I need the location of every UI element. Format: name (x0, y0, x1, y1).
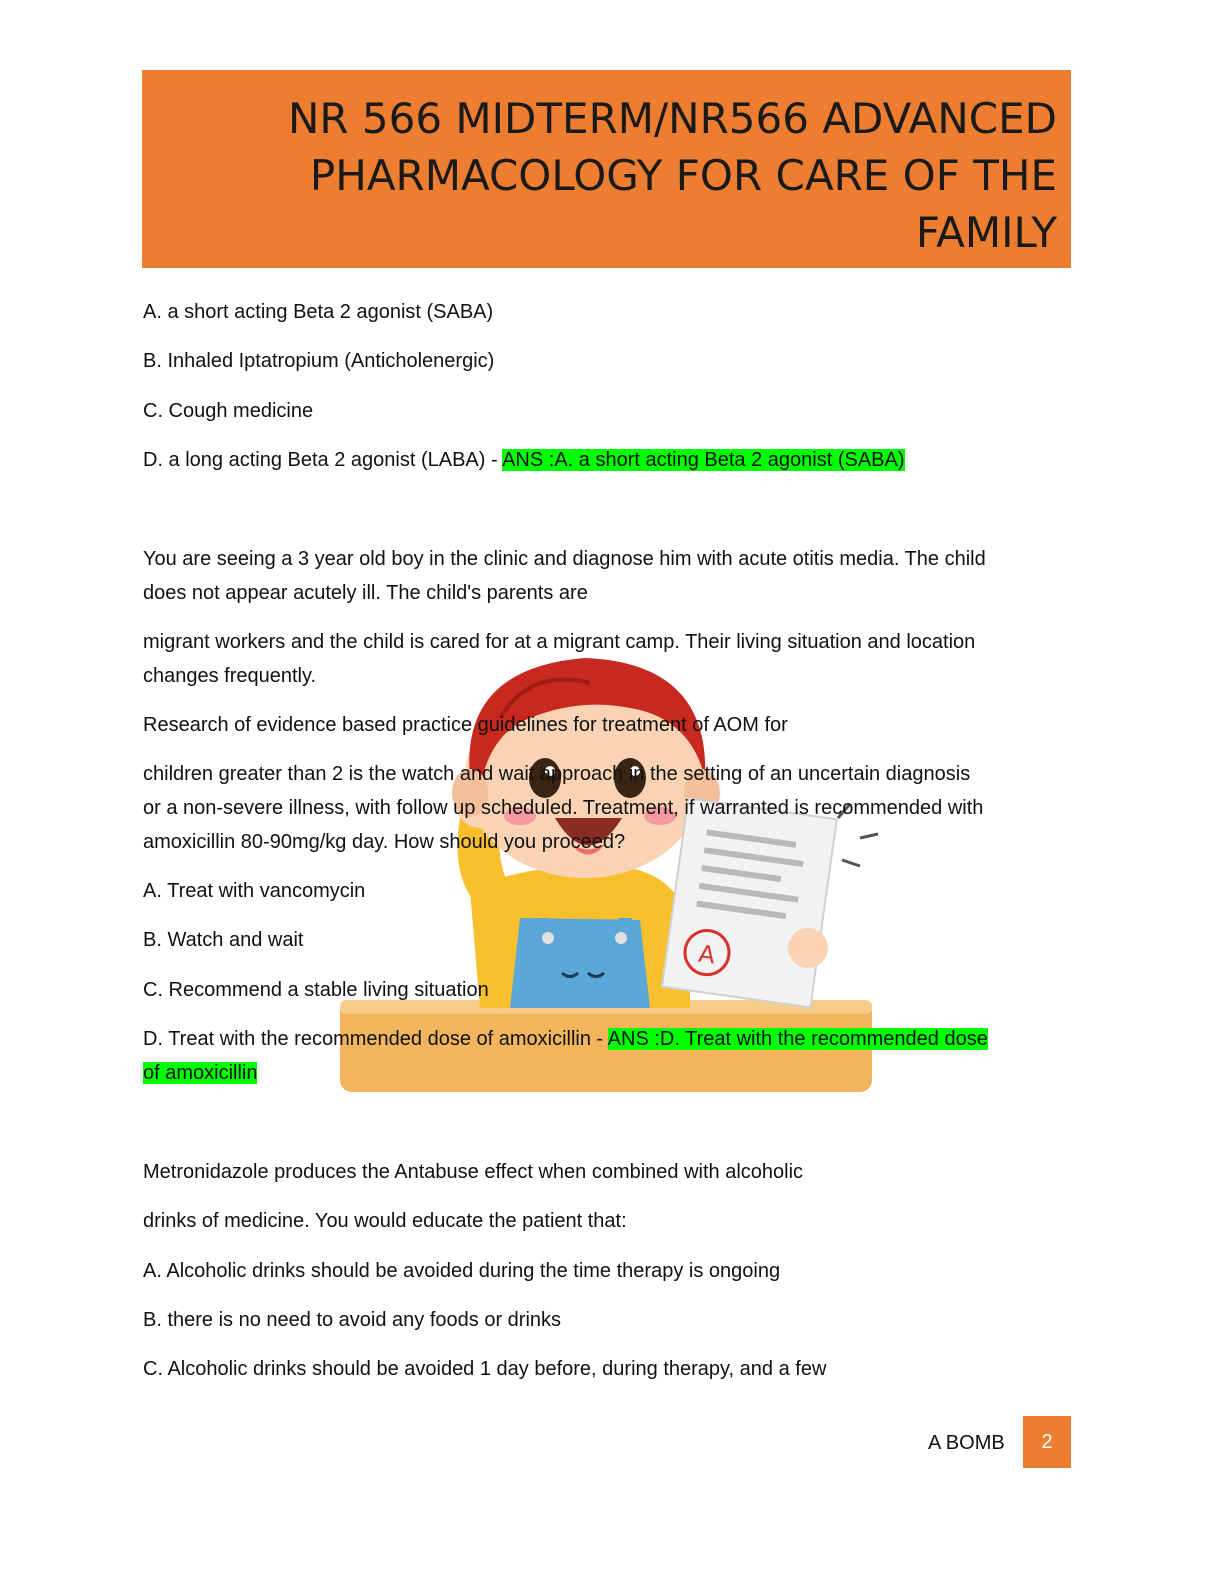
q2-option-c: C. Recommend a stable living situation (143, 979, 489, 1001)
title-line: PHARMACOLOGY FOR CARE OF THE (309, 151, 1057, 200)
q2-answer: ANS :D. Treat with the recommended dose (607, 1028, 988, 1050)
q3-option-a: A. Alcoholic drinks should be avoided during the time therapy is ongoing (143, 1260, 781, 1282)
page-number: 2 (1041, 1430, 1053, 1453)
q1-option-d-text: D. a long acting Beta 2 agonist (LABA) - (143, 449, 503, 471)
q2-text-line: Research of evidence based practice guidelines for treatment of AOM for (143, 714, 788, 736)
title-line: FAMILY (915, 208, 1057, 257)
page-number-badge (1023, 1416, 1071, 1468)
q1-answer: ANS :A. a short acting Beta 2 agonist (SABA) (502, 449, 905, 471)
q1-option-b: B. Inhaled Iptatropium (Anticholenergic) (143, 350, 495, 372)
header-band (142, 70, 1071, 268)
page-title (157, 90, 1057, 261)
q2-option-d (143, 1023, 1071, 1056)
title-line: NR 566 MIDTERM/NR566 ADVANCED (287, 94, 1057, 143)
q2-text-line: migrant workers and the child is cared for at a migrant camp. Their living situation and location (143, 631, 976, 653)
q2-text-line: children greater than 2 is the watch and wait approach in the setting of an uncertain diagnosis (143, 763, 971, 785)
q3-text-line: Metronidazole produces the Antabuse effect when combined with alcoholic (143, 1161, 804, 1183)
q2-option-a: A. Treat with vancomycin (143, 880, 366, 902)
q3-option-b: B. there is no need to avoid any foods or drinks (143, 1309, 562, 1331)
q2-answer-line2: of amoxicillin (143, 1062, 258, 1084)
q2-answer-continued (143, 1057, 1071, 1090)
q2-option-d-text: D. Treat with the recommended dose of amoxicillin - (143, 1028, 608, 1050)
q2-text-line: does not appear acutely ill. The child's parents are (143, 582, 588, 604)
q1-option-a: A. a short acting Beta 2 agonist (SABA) (143, 301, 494, 323)
q3-text-line: drinks of medicine. You would educate the patient that: (143, 1210, 627, 1232)
q2-text-line: or a non-severe illness, with follow up scheduled. Treatment, if warranted is recommended with (143, 797, 984, 819)
footer-label: A BOMB (928, 1432, 1005, 1454)
grade-mark: A (696, 939, 718, 970)
q1-option-d (143, 444, 1071, 477)
q2-text-line: amoxicillin 80-90mg/kg day. How should you proceed? (143, 831, 626, 853)
q2-text-line: changes frequently. (143, 665, 317, 687)
q2-option-b: B. Watch and wait (143, 929, 304, 951)
q3-option-c: C. Alcoholic drinks should be avoided 1 day before, during therapy, and a few (143, 1358, 827, 1380)
q2-text-line: You are seeing a 3 year old boy in the clinic and diagnose him with acute otitis media. The child (143, 548, 986, 570)
q1-option-c: C. Cough medicine (143, 400, 314, 422)
